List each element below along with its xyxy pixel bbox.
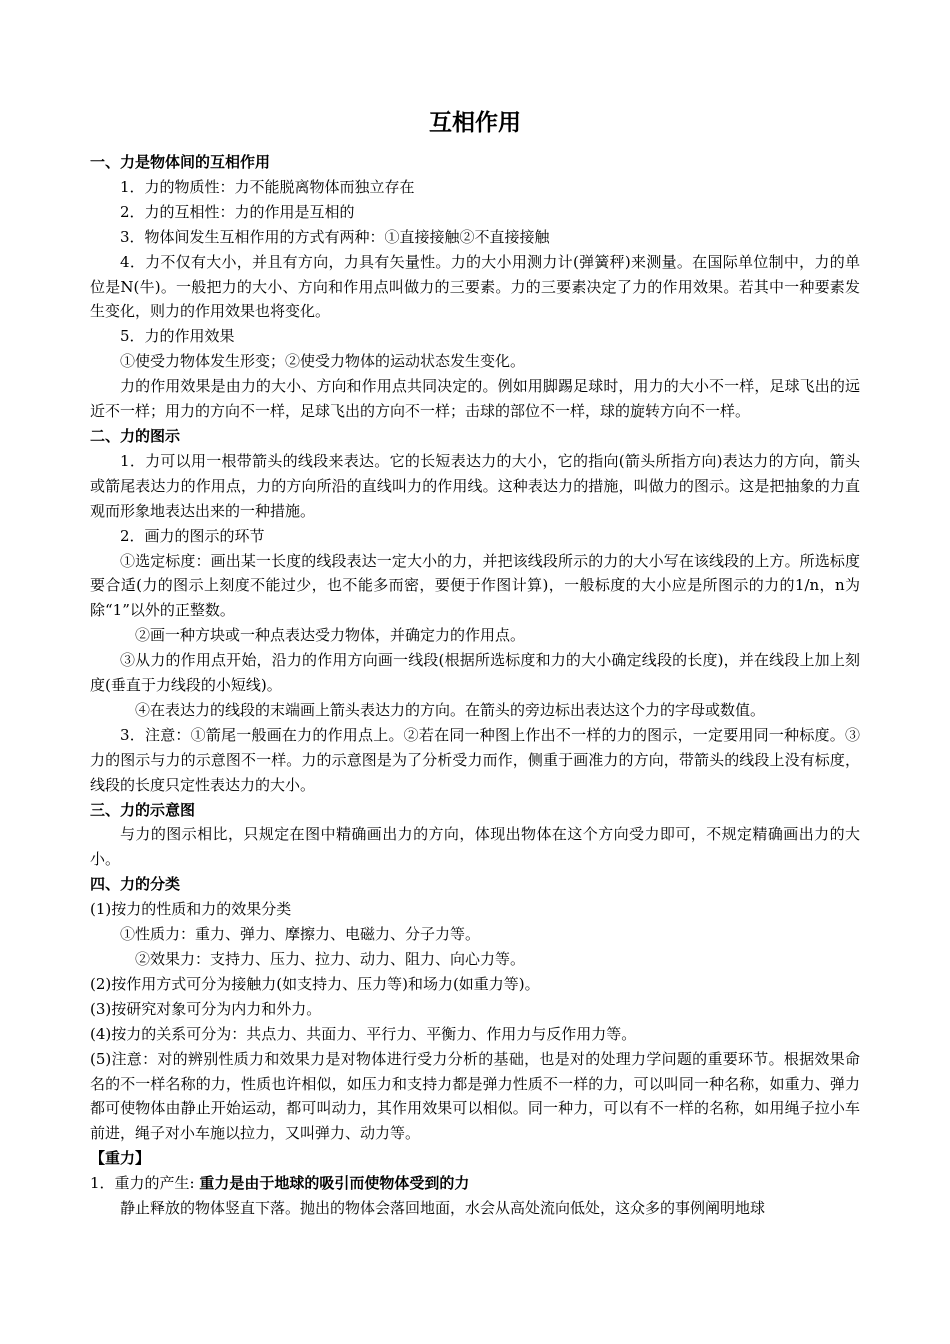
paragraph: (3)按研究对象可分为内力和外力。	[90, 999, 322, 1018]
section-heading-gravity: 【重力】	[90, 1149, 151, 1168]
paragraph: 1．力的物质性：力不能脱离物体而独立存在	[120, 177, 415, 196]
paragraph: 力的作用效果是由力的大小、方向和作用点共同决定的。例如用脚踢足球时，用力的大小不一样，足球飞出的远近不一样；用力的方向不一样，足球飞出的方向不一样；击球的部位不一样，球的旋转方向不一样。	[90, 377, 860, 421]
document-page	[90, 108, 860, 1221]
section-heading-3: 三、力的示意图	[90, 800, 196, 819]
paragraph: ①性质力：重力、弹力、摩擦力、电磁力、分子力等。	[120, 925, 481, 944]
paragraph: ①使受力物体发生形变；②使受力物体的运动状态发生变化。	[120, 352, 526, 371]
section-heading-2: 二、力的图示	[90, 426, 181, 445]
paragraph: ②效果力：支持力、压力、拉力、动力、阻力、向心力等。	[135, 950, 526, 968]
section-heading-4: 四、力的分类	[90, 875, 181, 894]
paragraph: 4．力不仅有大小，并且有方向，力具有矢量性。力的大小用测力计(弹簧秤)来测量。在国际单位制中，力的单位是N(牛)。一般把力的大小、方向和作用点叫做力的三要素。力的三要素决定了力的作用效果。若其中一种要素发生变化，则力的作用效果也将变化。	[90, 252, 860, 321]
page-title: 互相作用	[429, 110, 521, 136]
paragraph: 5．力的作用效果	[120, 327, 235, 346]
paragraph: 2．画力的图示的环节	[120, 526, 265, 545]
paragraph: ①选定标度：画出某一长度的线段表达一定大小的力，并把该线段所示的力的大小写在该线段的上方。所选标度要合适(力的图示上刻度不能过少，也不能多而密，要便于作图计算)，一般标度的大小应是所图示的力的1/n，n为除“1”以外的正整数。	[90, 551, 860, 620]
paragraph: 3．物体间发生互相作用的方式有两种：①直接接触②不直接接触	[120, 227, 550, 246]
section-heading-1: 一、力是物体间的互相作用	[90, 153, 271, 171]
paragraph: 2．力的互相性：力的作用是互相的	[120, 202, 355, 221]
gravity-origin-label: 1．重力的产生:	[90, 1174, 200, 1193]
paragraph: 3．注意：①箭尾一般画在力的作用点上。②若在同一种图上作出不一样的力的图示，一定要用同一种标度。③力的图示与力的示意图不一样。力的示意图是为了分析受力而作，侧重于画准力的方向，带箭头的线段上没有标度，线段的长度只定性表达力的大小。	[90, 725, 860, 794]
paragraph: (2)按作用方式可分为接触力(如支持力、压力等)和场力(如重力等)。	[90, 974, 540, 993]
paragraph: ④在表达力的线段的末端画上箭头表达力的方向。在箭头的旁边标出表达这个力的字母或数值。	[135, 700, 766, 719]
paragraph: ③从力的作用点开始，沿力的作用方向画一线段(根据所选标度和力的大小确定线段的长度)，并在线段上加上刻度(垂直于力线段的小短线)。	[90, 651, 860, 695]
gravity-definition: 重力是由于地球的吸引而使物体受到的力	[199, 1174, 470, 1193]
paragraph: ②画一种方块或一种点表达受力物体，并确定力的作用点。	[135, 626, 526, 645]
paragraph: 与力的图示相比，只规定在图中精确画出力的方向，体现出物体在这个方向受力即可，不规定精确画出力的大小。	[90, 825, 860, 869]
paragraph: (5)注意：对的辨别性质力和效果力是对物体进行受力分析的基础，也是对的处理力学问题的重要环节。根据效果命名的不一样名称的力，性质也许相似，如压力和支持力都是弹力性质不一样的力，可以叫同一种名称，如重力、弹力都可使物体由静止开始运动，都可叫动力，其作用效果可以相似。同一种力，可以有不一样的名称，如用绳子拉小车前进，绳子对小车施以拉力，又叫弹力、动力等。	[90, 1049, 860, 1143]
paragraph	[90, 1171, 860, 1196]
paragraph: (1)按力的性质和力的效果分类	[90, 900, 292, 919]
paragraph: (4)按力的关系可分为：共点力、共面力、平行力、平衡力、作用力与反作用力等。	[90, 1024, 637, 1043]
paragraph: 1．力可以用一根带箭头的线段来表达。它的长短表达力的大小，它的指向(箭头所指方向)表达力的方向，箭头或箭尾表达力的作用点，力的方向所沿的直线叫力的作用线。这种表达力的措施，叫做力的图示。这是把抽象的力直观而形象地表达出来的一种措施。	[90, 451, 860, 520]
paragraph: 静止释放的物体竖直下落。抛出的物体会落回地面，水会从高处流向低处，这众多的事例阐明地球	[120, 1199, 766, 1218]
